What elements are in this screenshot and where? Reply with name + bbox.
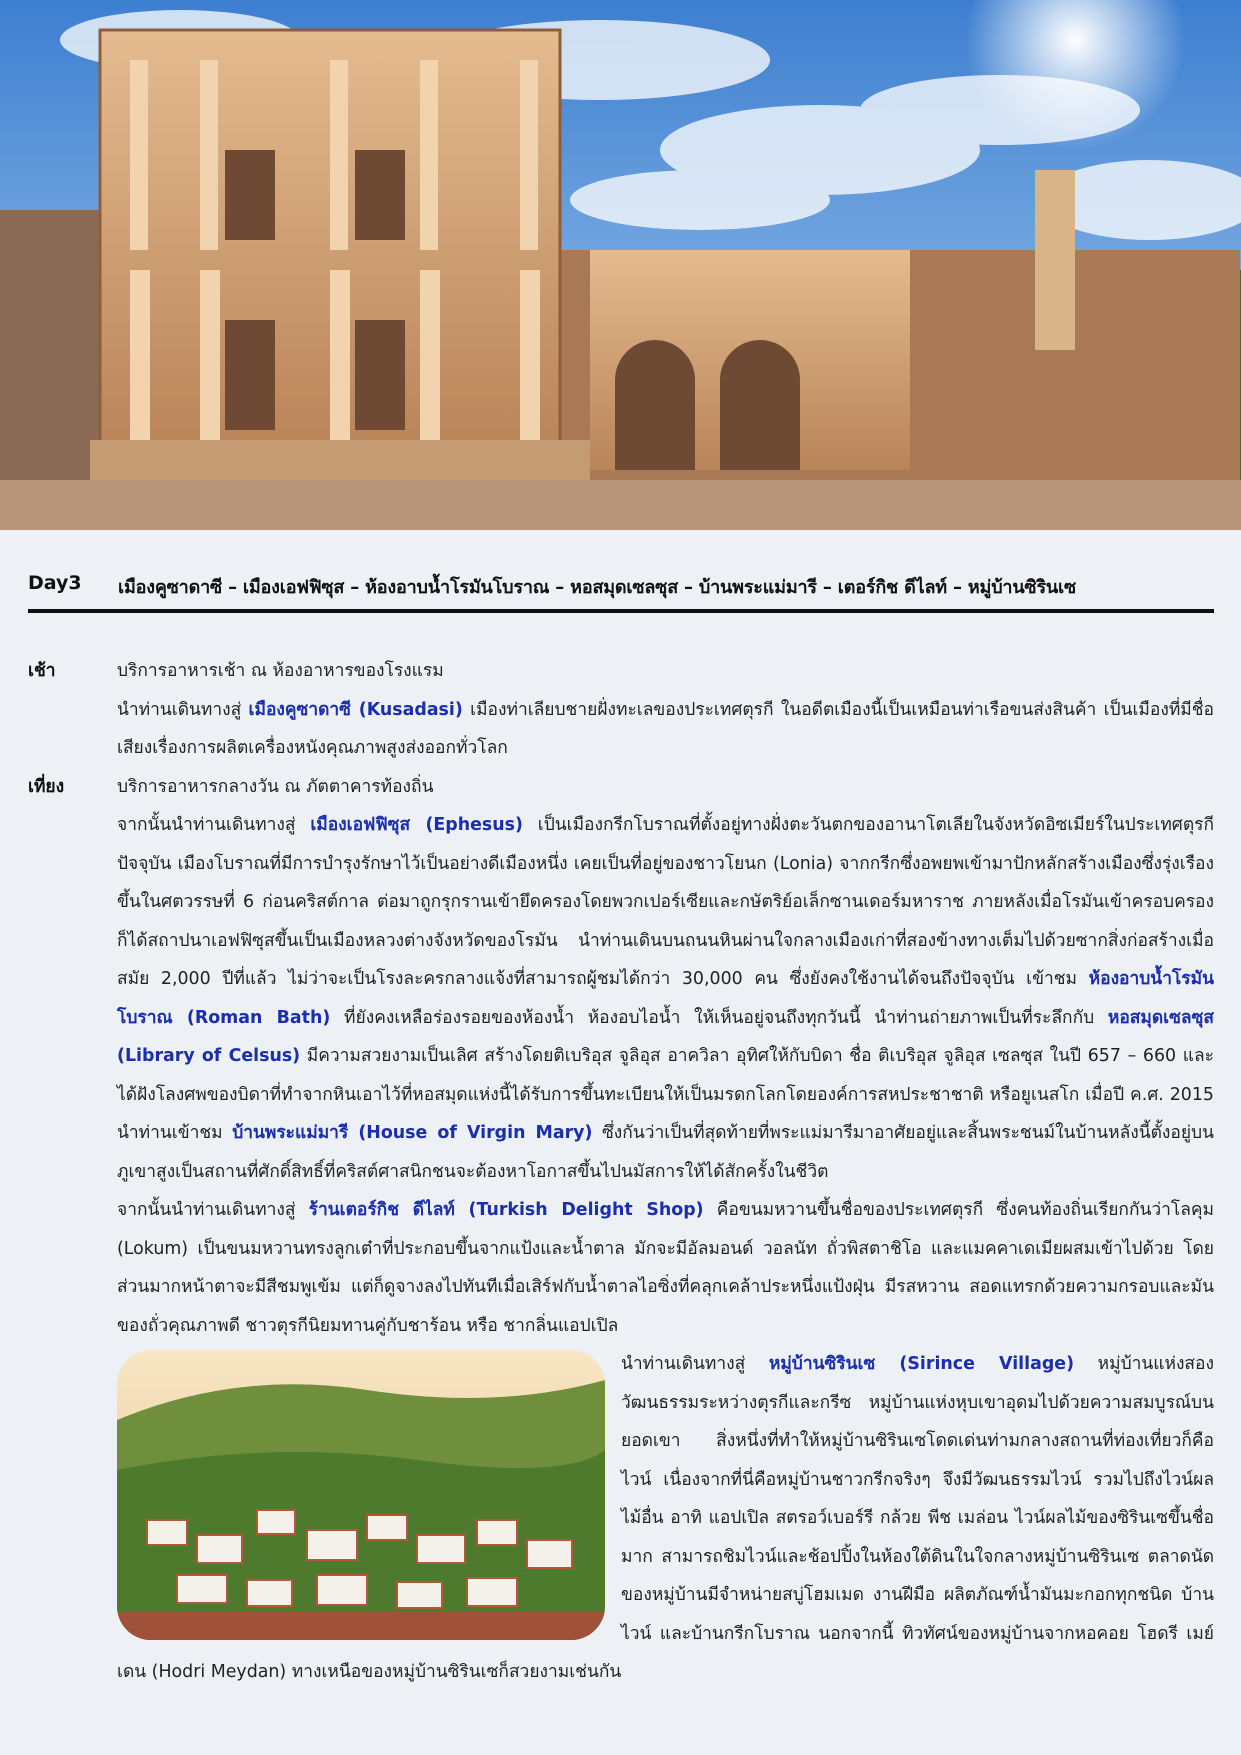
delight-text: คือขนมหวานขึ้นชื่อของประเทศตุรกี ซึ่งคนท้องถิ่นเรียกกันว่าโลคุม (Lokum) เป็นขนมหวานทรงลูกเต๋าที่ประกอบขึ้นจากแป้งและน้ำตาล มักจะมีอัลมอนด์ วอลนัท ถั่วพิสตาชิโอ และแมคคาเดเมียผสมเข้าไปด้วย โดยส่วนมากหน้าตาจะมีสีชมพูเข้ม แต่ก็ดูจางลงไปทันทีเมื่อเสิร์ฟกับน้ำตาลไอซิ่งที่คลุกเคล้าประหนึ่งแป้งฝุ่น มีรสหวาน สอดแทรกด้วยความกรอบและมันของถั่วคุณภาพดี ชาวตุรกีนิยมทานคู่กับชาร้อน หรือ ชากลิ่นแอปเปิล <box>117 1200 1214 1336</box>
sirince-text: หมู่บ้านแห่งสองวัฒนธรรมระหว่างตุรกีและกรีซ หมู่บ้านแห่งหุบเขาอุดมไปด้วยความสมบูรณ์บนยอดเขา สิ่งหนึ่งที่ทำให้หมู่บ้านซิรินเซโดดเด่นท่ามกลางสถานที่ท่องเที่ยวก็คือไวน์ เนื่องจากที่นี่คือหมู่บ้านชาวกรีกจริงๆ จึงมีวัฒนธรรมไวน์ รวมไปถึงไวน์ผลไม้อื่น อาทิ แอปเปิล สตรอว์เบอร์รี กล้วย พีช เมล่อน ไวน์ผลไม้ของซิรินเซขึ้นชื่อมาก สามารถชิมไวน์และช้อปปิ้งในห้องใต้ดินในใจกลางหมู่บ้านซิรินเซ ตลาดนัดของหมู่บ้านมีจำหน่ายสบู่โฮมเมด งานฝีมือ ผลิตภัณฑ์น้ำมันมะกอกทุกชนิด บ้านไวน์ และบ้านกรีกโบราณ นอกจากนี้ ทิวทัศน์ของหมู่บ้านจากหอคอย โฮดรี เมย์เดน (Hodri Meydan) ทางเหนือของหมู่บ้านซิรินเซก็สวยงามเช่นกัน <box>117 1354 1214 1682</box>
ephesus-text-b: ที่ยังคงเหลือร่องรอยของห้องน้ำ ห้องอบไอน้ำ ให้เห็นอยู่จนถึงทุกวันนี้ นำท่านถ่ายภาพเป็นที่ระลึกกับ <box>330 1007 1108 1028</box>
ephesus-paragraph <box>117 806 1214 1191</box>
sirince-illustration <box>117 1350 605 1640</box>
ephesus-text-a: เป็นเมืองกรีกโบราณที่ตั้งอยู่ทางฝั่งตะวันตกของอานาโตเลียในจังหวัดอิซเมียร์ในประเทศตุรกีปัจจุบัน เมืองโบราณที่มีการบำรุงรักษาไว้เป็นอย่างดีเมืองหนึ่ง เคยเป็นที่อยู่ของชาวโยนก (Lonia) จากกรีกซึ่งอพยพเข้ามาปักหลักสร้างเมืองซึ่งรุ่งเรืองขึ้นในศตวรรษที่ 6 ก่อนคริสต์กาล ต่อมาถูกรุกรานเข้ายึดครองโดยพวกเปอร์เซียและกษัตริย์อเล็กซานเดอร์มหาราช ภายหลังเมื่อโรมันเข้าครอบครองก็ได้สถาปนาเอฟฟิซุสขึ้นเป็นเมืองหลวงต่างจังหวัดของโรมัน นำท่านเดินบนถนนหินผ่านใจกลางเมืองเก่าที่สองข้างทางเต็มไปด้วยซากสิ่งก่อสร้างเมื่อสมัย 2,000 ปีที่แล้ว ไม่ว่าจะเป็นโรงละครกลางแจ้งที่สามารถผู้ชมได้กว่า 30,000 คน ซึ่งยังคงใช้งานได้จนถึงปัจจุบัน เข้าชม <box>117 815 1215 989</box>
turkish-delight-place: ร้านเตอร์กิช ดีไลท์ (Turkish Delight Shop) <box>308 1200 704 1220</box>
hero-illustration <box>0 0 1241 530</box>
delight-intro: จากนั้นนำท่านเดินทางสู่ <box>117 1200 309 1220</box>
virgin-mary-place: บ้านพระแม่มารี (House of Virgin Mary) <box>232 1123 593 1143</box>
sirince-village-photo <box>117 1350 605 1640</box>
sirince-intro: นำท่านเดินทางสู่ <box>621 1354 769 1374</box>
kusadasi-place: เมืองคูซาดาซี (Kusadasi) <box>248 699 463 720</box>
morning-section <box>28 652 1214 768</box>
roman-bath-place: ห้องอาบน้ำโรมันโบราณ (Roman Bath) <box>117 969 1214 1028</box>
sirince-section <box>117 1345 1214 1692</box>
ephesus-text-c: มีความสวยงามเป็นเลิศ สร้างโดยติเบริอุส จูลิอุส อาควิลา อุทิศให้กับบิดา ชื่อ ติเบริอุส จูลิอุส เซลซุส ในปี 657 – 660 และได้ฝังโลงศพของบิดาที่ทำจากหินเอาไว้ที่หอสมุดแห่งนี้ได้รับการขึ้นทะเบียนให้เป็นมรดกโลกโดยองค์การสหประชาชาติ หรือยูเนสโก เมื่อปี ค.ศ. 2015 นำท่านเข้าชม <box>117 1046 1214 1143</box>
day-label: Day3 <box>28 572 82 594</box>
noon-meal: บริการอาหารกลางวัน ณ ภัตตาคารท้องถิ่น <box>117 776 434 797</box>
ephesus-intro: จากนั้นนำท่านเดินทางสู่ <box>117 815 311 835</box>
turkish-delight-paragraph <box>117 1191 1214 1345</box>
itinerary-content <box>28 652 1214 1692</box>
morning-meal: บริการอาหารเช้า ณ ห้องอาหารของโรงแรม <box>117 661 444 681</box>
morning-label: เช้า <box>28 661 56 681</box>
noon-label: เที่ยง <box>28 776 65 797</box>
ephesus-text-d: ซึ่งกันว่าเป็นที่สุดท้ายที่พระแม่มารีมาอาศัยอยู่และสิ้นพระชนม์ในบ้านหลังนี้ตั้งอยู่บนภูเขาสูงเป็นสถานที่ศักดิ์สิทธิ์ที่คริสต์ศาสนิกชนจะต้องหาโอกาสขึ้นไปนมัสการให้ได้สักครั้งในชีวิต <box>117 1123 1214 1182</box>
celsus-place: หอสมุดเซลซุส (Library of Celsus) <box>117 1007 1214 1066</box>
sirince-place: หมู่บ้านซิรินเซ (Sirince Village) <box>768 1354 1075 1374</box>
day-title: เมืองคูซาดาซี – เมืองเอฟฟิซุส – ห้องอาบน้ำโรมันโบราณ – หอสมุดเซลซุส – บ้านพระแม่มารี – เตอร์กิช ดีไลท์ – หมู่บ้านซิรินเซ <box>118 577 1076 598</box>
hero-photo-library-of-celsus <box>0 0 1241 530</box>
kusadasi-text: เมืองท่าเลียบชายฝั่งทะเลของประเทศตุรกี ในอดีตเมืองนี้เป็นเหมือนท่าเรือขนส่งสินค้า เป็นเมืองที่มีชื่อเสียงเรื่องการผลิตเครื่องหนังคุณภาพสูงส่งออกทั่วโลก <box>117 699 1214 758</box>
noon-section <box>28 768 1214 1346</box>
day-header <box>28 570 1214 610</box>
kusadasi-paragraph <box>117 691 1214 768</box>
ephesus-place: เมืองเอฟฟิซุส (Ephesus) <box>310 815 523 835</box>
header-divider <box>28 609 1214 613</box>
kusadasi-intro: นำท่านเดินทางสู่ <box>117 699 249 720</box>
